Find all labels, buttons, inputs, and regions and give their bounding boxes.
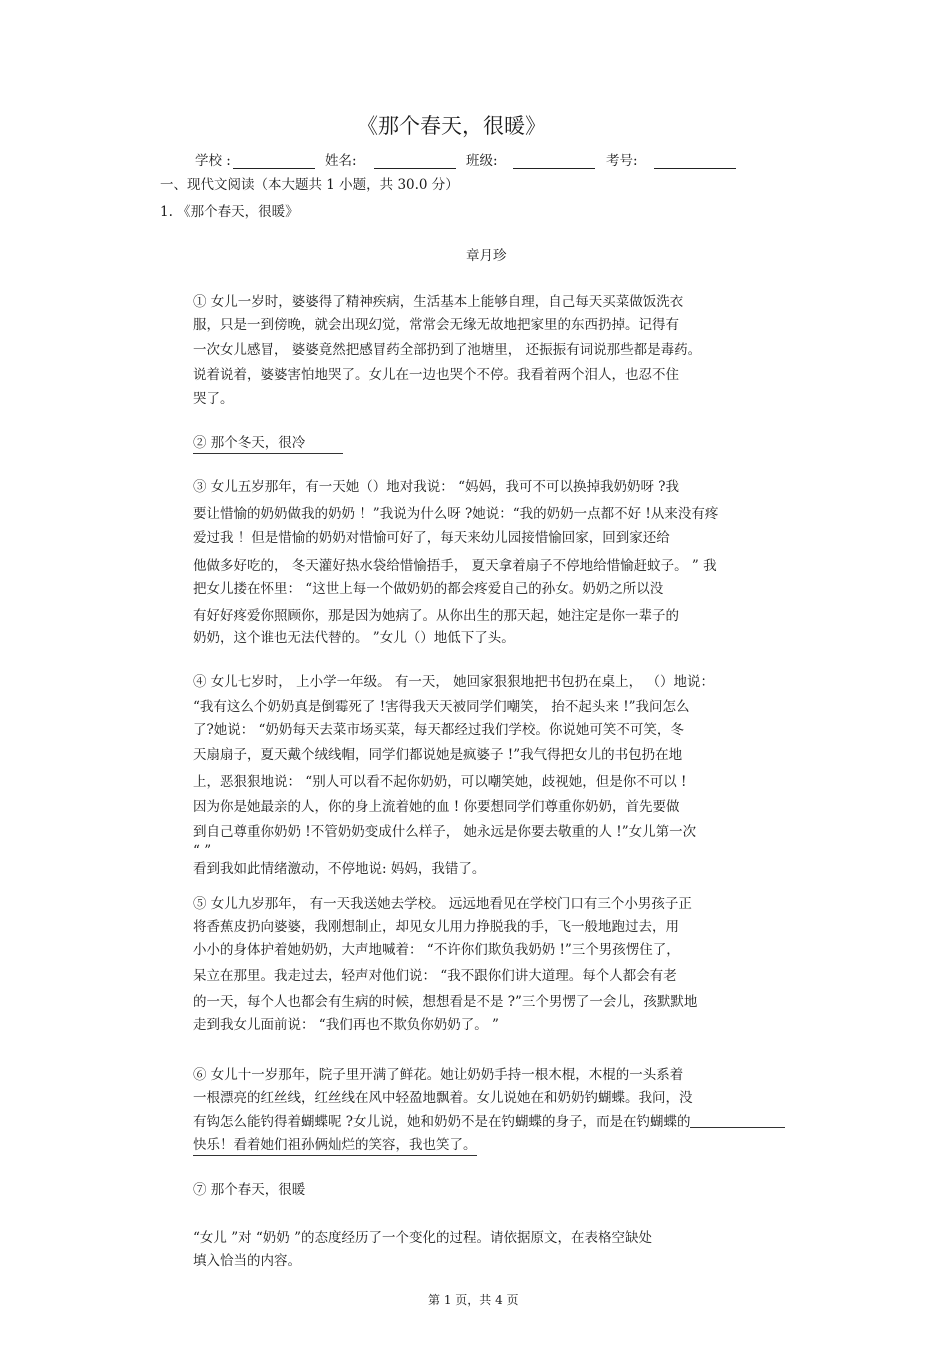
paragraph-1-line-5: 哭了。	[193, 391, 234, 407]
page-title: 《那个春天，很暖》	[357, 114, 546, 138]
paragraph-1-line-4: 说着说着，婆婆害怕地哭了。女儿在一边也哭个不停。我看着两个泪人，也忍不住	[193, 367, 679, 383]
paragraph-3-line-7: 奶奶，这个谁也无法代替的。 ”女儿（）地低下了头。	[193, 630, 515, 646]
paragraph-4-line-6: 因为你是她最亲的人，你的身上流着她的血 ! 你要想同学们尊重你奶奶，首先要做	[193, 799, 680, 815]
class-blank	[513, 154, 595, 169]
paragraph-6-line-1: ⑥ 女儿十一岁那年，院子里开满了鲜花。她让奶奶手持一根木棍，木棍的一头系着	[193, 1067, 684, 1083]
paragraph-4-quote-marks: “ ”	[193, 843, 212, 859]
paragraph-3-line-5: 把女儿搂在怀里： “这世上每一个做奶奶的都会疼爱自己的孙女。奶奶之所以没	[193, 581, 664, 597]
question-line: 1. 《那个春天，很暖》	[160, 204, 299, 220]
paragraph-5-line-6: 走到我女儿面前说： “我们再也不欺负你奶奶了。 ”	[193, 1017, 499, 1033]
paragraph-6-line-3: 有钩怎么能钓得着蝴蝶呢 ?女儿说，她和奶奶不是在钓蝴蝶的身子，而是在钓蝴蝶的	[193, 1114, 691, 1130]
paragraph-1-line-2: 服，只是一到傍晚，就会出现幻觉，常常会无缘无故地把家里的东西扔掉。记得有	[193, 317, 679, 333]
name-label: 姓名:	[325, 153, 357, 169]
exam-no-label: 考号:	[606, 153, 638, 169]
paragraph-4-line-1: ④ 女儿七岁时， 上小学一年级。 有一天， 她回家狠狠地把书包扔在桌上， （）地说：	[193, 674, 714, 690]
paragraph-5-line-2: 将香蕉皮扔向婆婆，我刚想制止，却见女儿用力挣脱我的手，飞一般地跑过去，用	[193, 919, 679, 935]
paragraph-1-line-1: ① 女儿一岁时，婆婆得了精神疾病，生活基本上能够自理，自己每天买菜做饭洗衣	[193, 294, 684, 310]
paragraph-4-line-8: 看到我如此情绪激动，不停地说: 妈妈，我错了。	[193, 861, 486, 877]
paragraph-7-heading: ⑦ 那个春天，很暖	[193, 1182, 306, 1198]
author: 章月珍	[466, 248, 507, 264]
name-blank	[374, 154, 456, 169]
paragraph-4-line-4: 天扇扇子，夏天戴个绒线帽，同学们都说她是疯婆子 !”我气得把女儿的书包扔在地	[193, 747, 683, 763]
paragraph-2-heading: ② 那个冬天，很冷	[193, 437, 343, 454]
paragraph-3-line-1: ③ 女儿五岁那年，有一天她（）地对我说： “妈妈，我可不可以换掉我奶奶呀 ?我	[193, 479, 680, 495]
paragraph-5-line-4: 呆立在那里。我走过去，轻声对他们说： “我不跟你们讲大道理。每个人都会有老	[193, 968, 677, 984]
school-label: 学校 :	[195, 153, 231, 169]
paragraph-1-line-3: 一次女儿感冒， 婆婆竟然把感冒药全部扔到了池塘里， 还振振有词说那些都是毒药。	[193, 342, 702, 358]
paragraph-5-line-1: ⑤ 女儿九岁那年， 有一天我送她去学校。 远远地看见在学校门口有三个小男孩子正	[193, 896, 692, 912]
paragraph-6-line-4: 快乐！看着她们祖孙俩灿烂的笑容，我也笑了。	[193, 1139, 477, 1156]
paragraph-4-line-7: 到自己尊重你奶奶 !不管奶奶变成什么样子， 她永远是你要去敬重的人 !”女儿第一次	[193, 824, 697, 840]
page-footer: 第 1 页，共 4 页	[428, 1293, 519, 1307]
paragraph-3-line-2: 要让惜愉的奶奶做我的奶奶 ！”我说为什么呀 ?她说：“我的奶奶一点都不好 !从来没有疼	[193, 506, 719, 522]
paragraph-6-underline-tail	[690, 1127, 785, 1128]
task-line-2: 填入恰当的内容。	[193, 1253, 301, 1269]
school-blank	[233, 154, 315, 169]
section-heading: 一、现代文阅读（本大题共 1 小题，共 30.0 分）	[160, 177, 459, 193]
paragraph-3-line-4: 他做多好吃的， 冬天灌好热水袋给惜愉捂手， 夏天拿着扇子不停地给惜愉赶蚊子。 ” 我	[193, 558, 717, 574]
paragraph-6-line-2: 一根漂亮的红丝线，红丝线在风中轻盈地飘着。女儿说她在和奶奶钓蝴蝶。我问，没	[193, 1090, 693, 1106]
paragraph-5-line-5: 的一天，每个人也都会有生病的时候，想想看是不是 ?”三个男愣了一会儿，孩默默地	[193, 994, 698, 1010]
class-label: 班级:	[466, 153, 498, 169]
paragraph-4-line-5: 上，恶狠狠地说： “别人可以看不起你奶奶，可以嘲笑她，歧视她，但是你不可以 !	[193, 774, 687, 790]
paragraph-3-line-6: 有好好疼爱你照顾你，那是因为她病了。从你出生的那天起，她注定是你一辈子的	[193, 608, 679, 624]
paragraph-3-line-3: 爱过我 ！但是惜愉的奶奶对惜愉可好了，每天来幼儿园接惜愉回家，回到家还给	[193, 530, 670, 546]
paragraph-5-line-3: 小小的身体护着她奶奶，大声地喊着： “不许你们欺负我奶奶 !”三个男孩愣住了，	[193, 942, 680, 958]
paragraph-4-line-2: “我有这么个奶奶真是倒霉死了 !害得我天天被同学们嘲笑， 抬不起头来 !”我问怎么	[193, 699, 690, 715]
paragraph-4-line-3: 了?她说： “奶奶每天去菜市场买菜，每天都经过我们学校。你说她可笑不可笑，冬	[193, 722, 684, 738]
task-line-1: “女儿 ”对 “奶奶 ”的态度经历了一个变化的过程。请依据原文，在表格空缺处	[193, 1230, 652, 1246]
exam-no-blank	[654, 154, 736, 169]
